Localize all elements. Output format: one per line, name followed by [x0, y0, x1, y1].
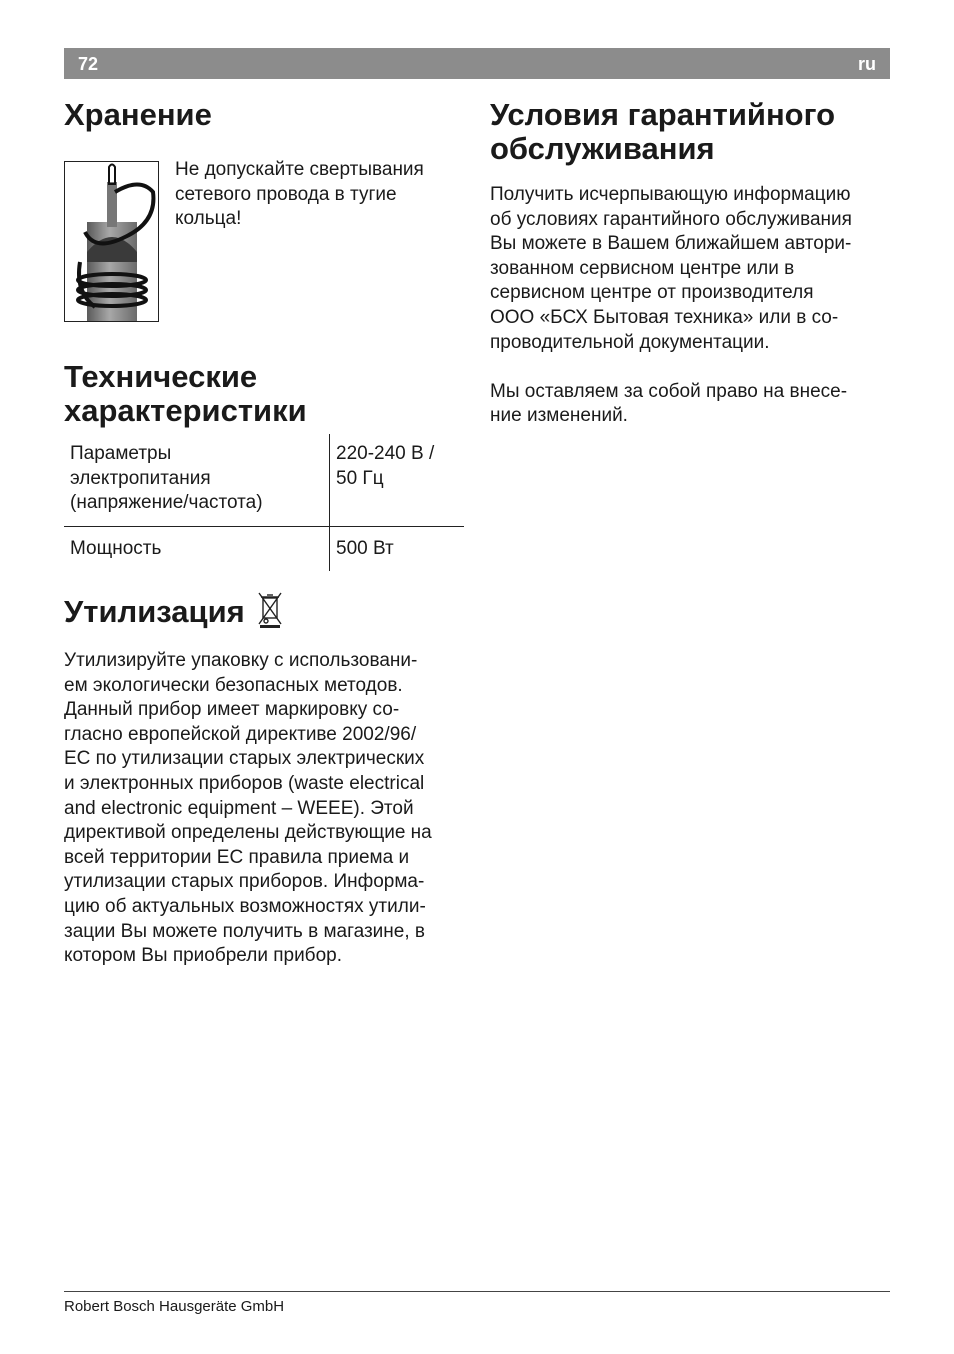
language-code: ru [858, 54, 876, 74]
table-row [64, 434, 464, 526]
disposal-heading: Утилизация [64, 594, 245, 629]
text-line: гласно европейской директиве 2002/96/ [64, 723, 417, 745]
text-line: 50 Гц [336, 467, 384, 489]
text-line: Вы можете в Вашем ближайшем автори- [490, 233, 852, 255]
text-line: and electronic equipment – WEEE). Этой [64, 797, 414, 819]
text-line: электропитания [70, 467, 211, 489]
text-line: и электронных приборов (waste electrical [64, 772, 425, 794]
page-number: 72 [78, 54, 99, 74]
crossed-out-wheelie-bin-icon [257, 590, 283, 633]
warranty-heading-line: обслуживания [490, 131, 715, 166]
text-line: ем экологически безопасных методов. [64, 674, 403, 696]
text-line: об условиях гарантийного обслуживания [490, 208, 852, 230]
text-line: Утилизируйте упаковку с использовани- [64, 650, 418, 671]
cord-storage-illustration [64, 161, 159, 322]
disposal-text [64, 649, 464, 969]
text-line: зации Вы можете получить в магазине, в [64, 920, 425, 942]
text-line: (напряжение/частота) [70, 492, 263, 514]
disposal-heading-row [64, 590, 464, 633]
text-line: EC по утилизации старых электрических [64, 748, 425, 770]
appliance-with-cord-icon [65, 162, 159, 322]
storage-heading: Хранение [64, 97, 212, 132]
text-line: Мощность [70, 537, 162, 559]
text-line: всей территории ЕС правила приема и [64, 846, 410, 868]
text-line: утилизации старых приборов. Информа- [64, 871, 425, 893]
footer-divider [64, 1291, 890, 1292]
text-line: ние изменений. [490, 405, 628, 427]
storage-text [175, 158, 465, 232]
table-row [64, 526, 464, 571]
text-line: сервисном центре от производителя [490, 282, 814, 304]
warranty-text [490, 183, 890, 429]
text-line: Получить исчерпывающую информацию [490, 184, 851, 205]
specs-heading [64, 360, 464, 428]
text-line: директивой определены действующие на [64, 822, 432, 844]
text-line: кольца! [175, 208, 242, 230]
text-line: проводительной документации. [490, 331, 770, 353]
warranty-heading [490, 98, 890, 166]
table-cell-value [330, 526, 465, 571]
footer-company: Robert Bosch Hausgeräte GmbH [64, 1298, 285, 1315]
page-header-bar [64, 48, 890, 79]
specs-heading-line: Технические [64, 359, 258, 394]
warranty-heading-line: Условия гарантийного [490, 97, 836, 132]
text-line: котором Вы приобрели прибор. [64, 945, 342, 967]
specs-table [64, 434, 464, 571]
text-line: цию об актуальных возможностях утили- [64, 895, 426, 917]
text-line: зованном сервисном центре или в [490, 257, 795, 279]
text-line: Параметры [70, 443, 172, 464]
text-line: ООО «БСХ Бытовая техника» или в со- [490, 306, 839, 328]
table-cell-value [330, 434, 465, 526]
text-line: сетевого провода в тугие [175, 183, 397, 205]
text-line: Мы оставляем за собой право на внесе- [490, 380, 848, 402]
text-line: 500 Вт [336, 537, 394, 559]
specs-heading-line: характеристики [64, 393, 307, 428]
text-line: 220-240 В / [336, 443, 435, 464]
table-cell-param [64, 526, 330, 571]
text-line: Не допускайте свертывания [175, 159, 424, 180]
table-cell-param [64, 434, 330, 526]
text-line: Данный прибор имеет маркировку со- [64, 699, 400, 721]
